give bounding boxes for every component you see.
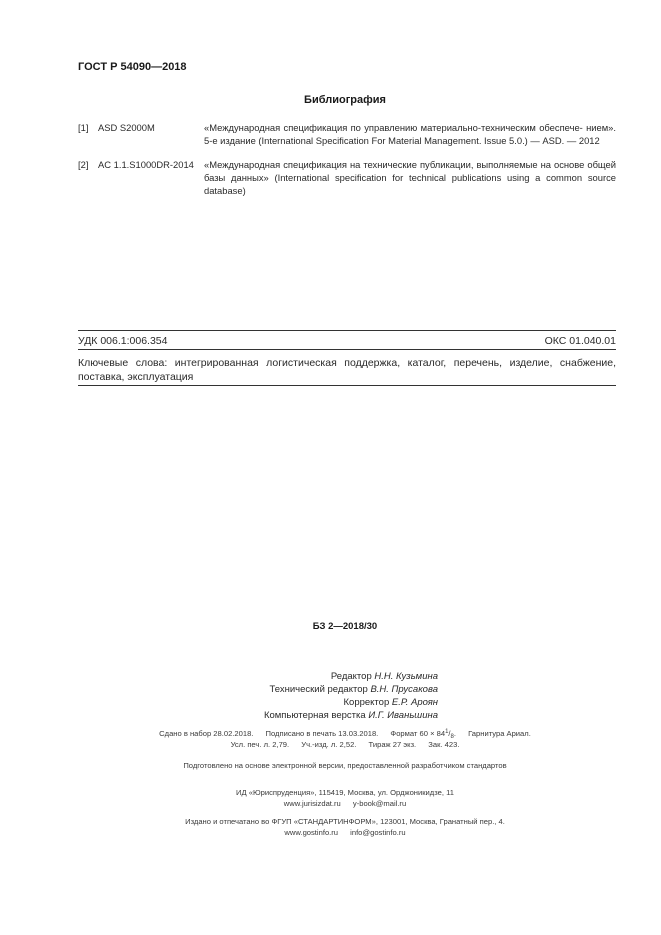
bibliography-item-text: «Международная спецификация на технические публикации, выполняемые на основе общей базы данных» (International specification for technical publications using a common source database) [204, 159, 616, 196]
printer-contacts [0, 828, 661, 837]
publication-line-1: Сдано в набор 28.02.2018. Подписано в печать 13.03.2018. Формат $60 \times 84^1/_8$. Гарнитура Ариал. [159, 729, 531, 740]
oks-code: ОКС 01.040.01 [544, 335, 616, 347]
publication-line-2: Усл. печ. л. 2,79. Уч.-изд. л. 2,52. Тираж 27 экз. Зак. 423. [230, 740, 460, 749]
top-divider [78, 330, 616, 331]
format: Формат $60 \times 84^1/_8$. [390, 729, 456, 740]
printer-site: www.gostinfo.ru [284, 828, 339, 837]
printer-email: info@gostinfo.ru [350, 828, 406, 837]
publisher-site: www.jurisizdat.ru [283, 799, 341, 808]
credit-corrector: Корректор Е.Р. Ароян [343, 697, 438, 708]
bibliography-item-text: «Международная спецификация по управлению материально-техническим обеспече- нием». 5-е издание (International Specification For Material Management. Issue 5.0.) — ASD. — 2012 [204, 122, 616, 146]
bibliography-item [78, 158, 616, 198]
bibliography-item [78, 121, 616, 161]
middle-divider [78, 349, 616, 350]
document-header: ГОСТ Р 54090—2018 [78, 61, 187, 73]
bibliography-title: Библиография [304, 94, 386, 106]
keywords: Ключевые слова: интегрированная логистическая поддержка, каталог, перечень, изделие, снабжение, поставка, эксплуатация [78, 357, 616, 383]
bibliography-item-code: AC 1.1.S1000DR-2014 [98, 159, 194, 170]
publisher-address: ИД «Юриспруденция», 115419, Москва, ул. Орджоникидзе, 11 [236, 788, 454, 797]
publisher-contacts [0, 799, 661, 808]
bottom-divider [78, 385, 616, 386]
prepared-note: Подготовлено на основе электронной версии, предоставленной разработчиком стандартов [183, 761, 507, 770]
credits [200, 670, 438, 722]
bibliography-item-number: [2] [78, 159, 89, 170]
printer-address: Издано и отпечатано во ФГУП «СТАНДАРТИНФОРМ», 123001, Москва, Гранатный пер., 4. [185, 817, 505, 826]
bz-number: БЗ 2—2018/30 [312, 621, 378, 632]
credit-tech-editor: Технический редактор В.Н. Прусакова [269, 684, 438, 695]
bibliography-item-number: [1] [78, 122, 89, 133]
udk-code: УДК 006.1:006.354 [78, 335, 168, 347]
bibliography-item-code: ASD S2000M [98, 122, 155, 133]
credit-layout: Компьютерная верстка И.Г. Иваньшина [263, 710, 438, 721]
credit-editor: Редактор Н.Н. Кузьмина [330, 671, 438, 682]
publisher-email: y-book@mail.ru [352, 799, 407, 808]
